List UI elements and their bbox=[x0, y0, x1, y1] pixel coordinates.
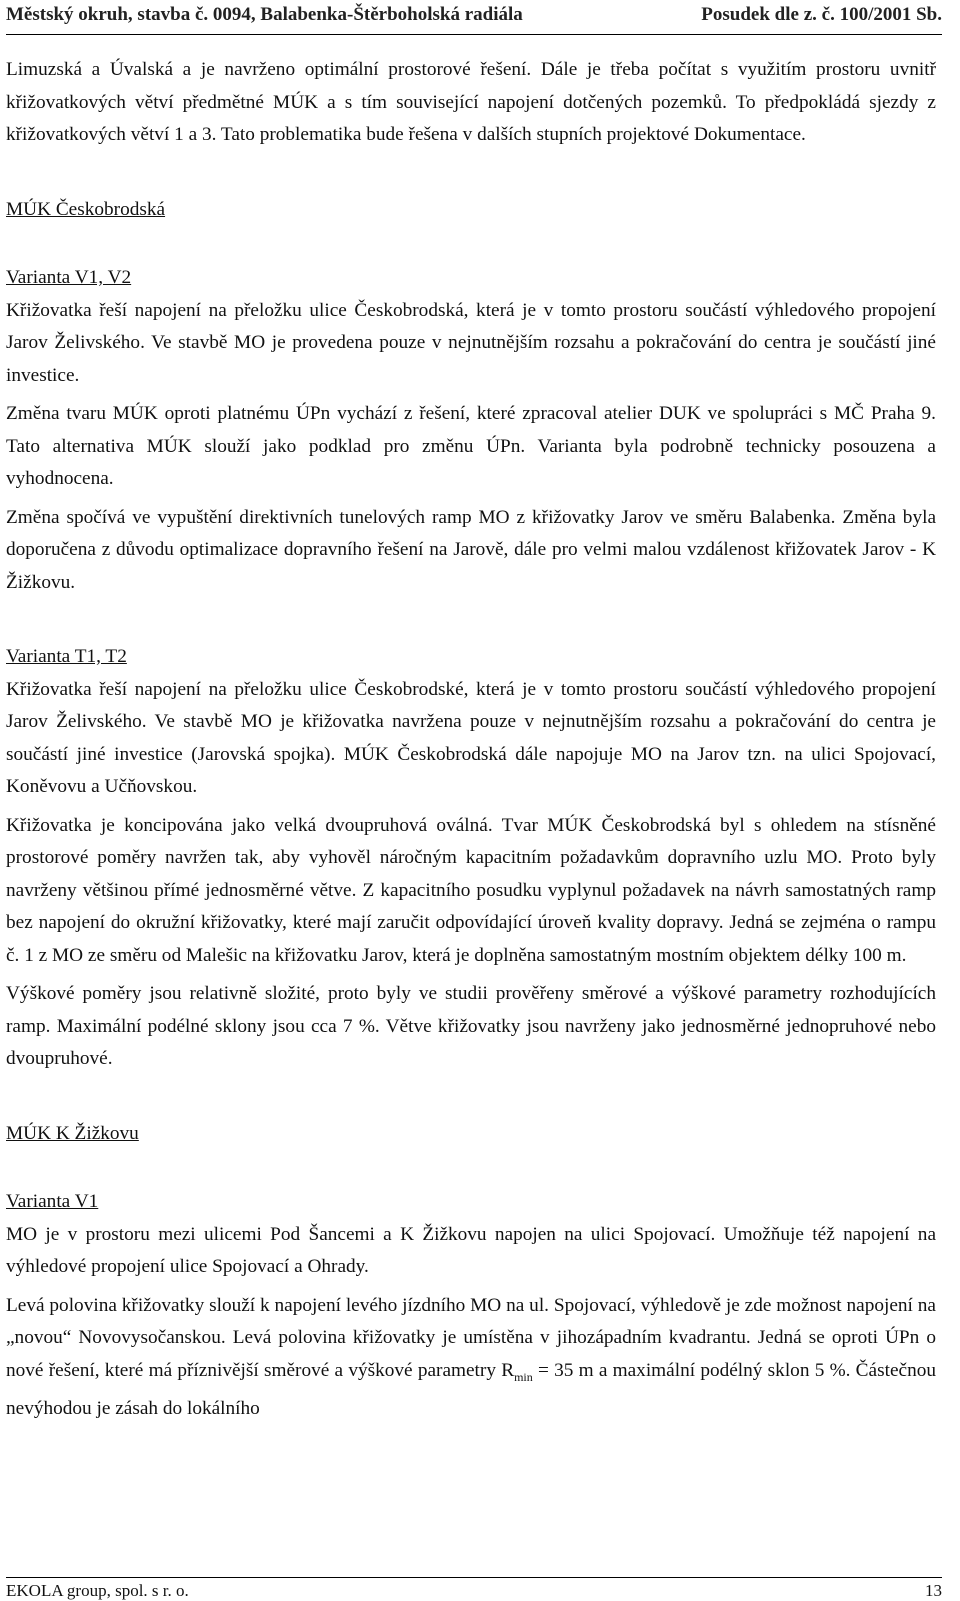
paragraph: Změna tvaru MÚK oproti platnému ÚPn vychází z řešení, které zpracoval atelier DUK ve spolupráci s MČ Praha 9. Tato alternativa MÚK slouží jako podklad pro změnu ÚPn. Varianta byla podrobně technicky posouzena a vyhodnocena. bbox=[6, 403, 936, 489]
subheading-variant-t1-t2: Varianta T1, T2 bbox=[6, 646, 127, 667]
paragraph: Křižovatka je koncipována jako velká dvoupruhová oválná. Tvar MÚK Českobrodská byl s ohledem na stísněné prostorové poměry navržen tak, aby vyhověl náročným kapacitním požadavkům dopravního uzlu MO. Proto byly navrženy většinou přímé jednosměrné větve. Z kapacitního posudku vyplynul požadavek na návrh samostatných ramp bez napojení do okružní křižovatky, které mají zaručit odpovídající úroveň kvality dopravy. Jedná se zejména o rampu č. 1 z MO ze směru od Malešic na křižovatku Jarov, která je doplněna samostatným mostním objektem délky 100 m. bbox=[6, 814, 936, 966]
section-heading-ceskobrodska: MÚK Českobrodská bbox=[6, 198, 166, 220]
paragraph: Křižovatka řeší napojení na přeložku ulice Českobrodské, která je v tomto prostoru součástí výhledového propojení Jarov Želivského. Ve stavbě MO je křižovatka navržena pouze v nejnutnějším rozsahu a pokračování do centra je součástí jiné investice (Jarovská spojka). MÚK Českobrodská dále napojuje MO na Jarov tzn. na ulici Spojovací, Koněvovu a Učňovskou. bbox=[6, 678, 936, 797]
subheading-variant-v1: Varianta V1 bbox=[6, 1191, 99, 1212]
subheading-variant-v1-v2: Varianta V1, V2 bbox=[6, 267, 132, 288]
paragraph: Křižovatka řeší napojení na přeložku ulice Českobrodská, která je v tomto prostoru součástí výhledového propojení Jarov Želivského. Ve stavbě MO je provedena pouze v nejnutnějším rozsahu a pokračování do centra je součástí jiné investice. bbox=[6, 299, 936, 386]
intro-paragraph: Limuzská a Úvalská a je navrženo optimální prostorové řešení. Dále je třeba počítat s využitím prostoru uvnitř křižovatkových větví předmětné MÚK a s tím související napojení dotčených pozemků. To předpokládá sjezdy z křižovatkových větví 1 a 3. Tato problematika bude řešena v dalších stupních projektové Dokumentace. bbox=[6, 59, 936, 145]
paragraph: Výškové poměry jsou relativně složité, proto byly ve studii prověřeny směrové a výškové parametry rozhodujících ramp. Maximální podélné sklony jsou cca 7 %. Větve křižovatky jsou navrženy jako jednosměrné jednopruhové nebo dvoupruhové. bbox=[6, 983, 936, 1069]
page-number: 13 bbox=[925, 1581, 942, 1600]
page-header bbox=[6, 4, 942, 35]
subscript-min: min bbox=[514, 1369, 533, 1384]
footer-company: EKOLA group, spol. s r. o. bbox=[6, 1581, 189, 1600]
header-title: Městský okruh, stavba č. 0094, Balabenka-Štěrboholská radiála bbox=[6, 4, 523, 25]
section-heading-k-zizkovu: MÚK K Žižkovu bbox=[6, 1122, 139, 1144]
paragraph: Změna spočívá ve vypuštění direktivních tunelových ramp MO z křižovatky Jarov ve směru Balabenka. Změna byla doporučena z důvodu optimalizace dopravního řešení na Jarově, dále pro velmi malou vzdálenost křižovatek Jarov - K Žižkovu. bbox=[6, 506, 936, 593]
document-body bbox=[6, 54, 936, 1431]
paragraph-text-cont: = 35 m a maximální podélný sklon 5 %. Částečnou nevýhodou je zásah do lokálního bbox=[6, 1359, 936, 1419]
paragraph bbox=[6, 1290, 936, 1426]
header-reference: Posudek dle z. č. 100/2001 Sb. bbox=[701, 4, 942, 25]
paragraph-text: Levá polovina křižovatky slouží k napojení levého jízdního MO na ul. Spojovací, výhledově je zde možnost napojení na „novou“ Novovysočanskou. Levá polovina křižovatky je umístěna v jihozápadním kvadrantu. Jedná se oproti ÚPn o nové řešení, které má příznivější směrové a výškové parametry R bbox=[6, 1294, 936, 1381]
paragraph: MO je v prostoru mezi ulicemi Pod Šancemi a K Žižkovu napojen na ulici Spojovací. Umožňuje též napojení na výhledové propojení ulice Spojovací a Ohrady. bbox=[6, 1223, 936, 1277]
page-footer bbox=[6, 1577, 942, 1601]
